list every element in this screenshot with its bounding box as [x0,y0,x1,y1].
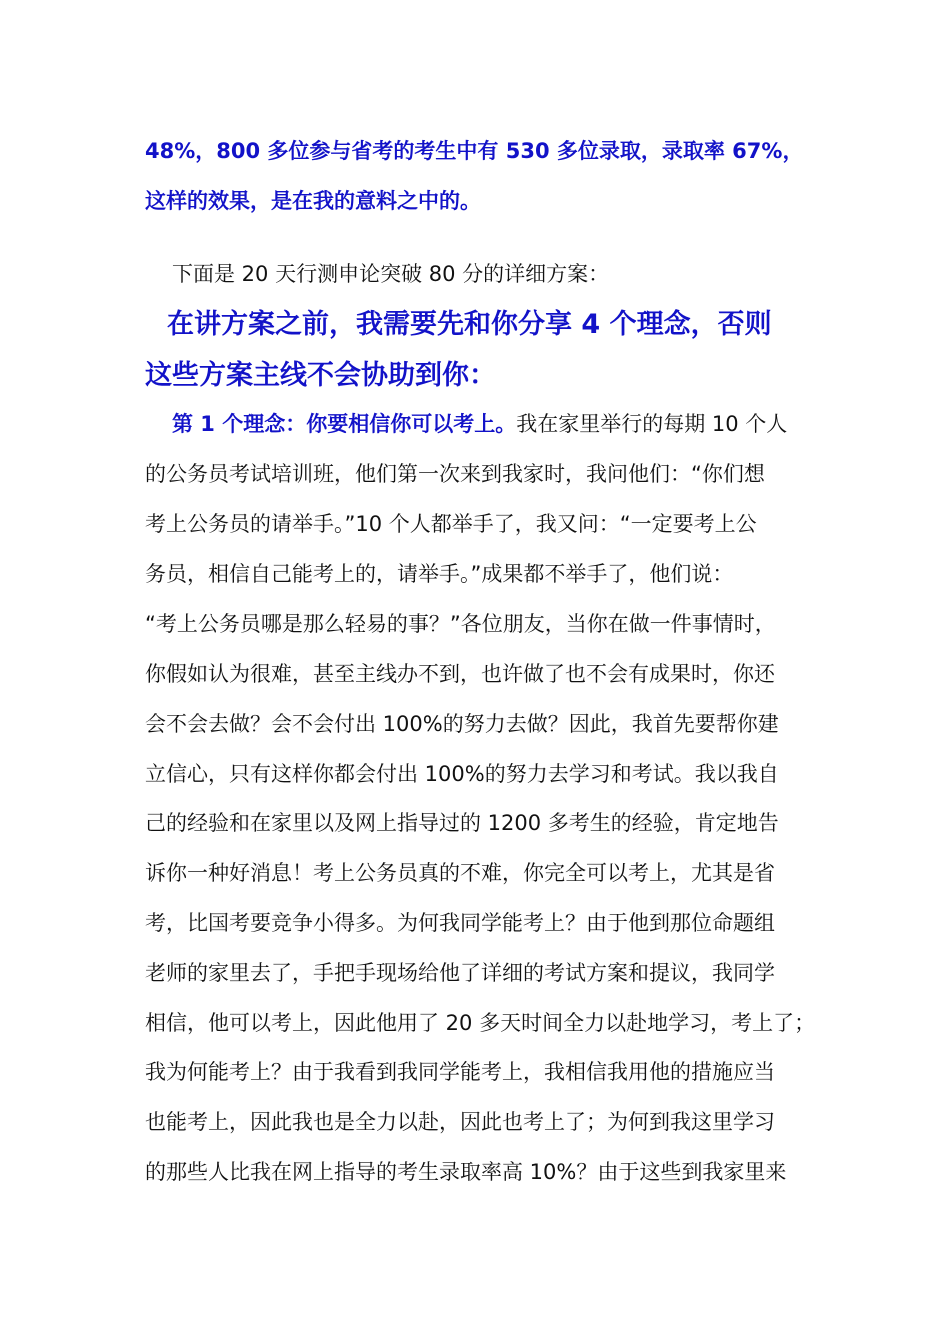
intro-line-1: 48%，800 多位参与省考的考生中有 530 多位录取，录取率 67%， [145,139,804,163]
intro-line-2: 这样的效果，是在我的意料之中的。 [145,189,481,213]
body-line: 我为何能考上？由于我看到我同学能考上，我相信我用他的措施应当 [145,1060,775,1084]
body-line: 的那些人比我在网上指导的考生录取率高 10%？由于这些到我家里来 [145,1160,787,1184]
body-line: 己的经验和在家里以及网上指导过的 1200 多考生的经验，肯定地告 [145,811,779,835]
concept-1-text: 我在家里举行的每期 10 个人 [516,412,788,436]
body-line: 会不会去做？会不会付出 100%的努力去做？因此，我首先要帮你建 [145,712,779,736]
body-line: “考上公务员哪是那么轻易的事？”各位朋友，当你在做一件事情时， [145,612,776,636]
body-line: 考，比国考要竞争小得多。为何我同学能考上？由于他到那位命题组 [145,911,775,935]
lead-paragraph: 下面是 20 天行测申论突破 80 分的详细方案： [172,262,610,286]
section-heading-line-2: 这些方案主线不会协助到你： [145,360,496,391]
body-line: 诉你一种好消息！考上公务员真的不难，你完全可以考上，尤其是省 [145,861,775,885]
body-line: 你假如认为很难，甚至主线办不到，也许做了也不会有成果时，你还 [145,662,775,686]
body-line: 立信心，只有这样你都会付出 100%的努力去学习和考试。我以我自 [145,762,779,786]
concept-1-first-line [172,409,787,439]
body-line: 老师的家里去了，手把手现场给他了详细的考试方案和提议，我同学 [145,961,775,985]
body-line: 相信，他可以考上，因此他用了 20 多天时间全力以赴地学习，考上了； [145,1011,816,1035]
body-line: 的公务员考试培训班，他们第一次来到我家时，我问他们：“你们想 [145,462,765,486]
body-line: 也能考上，因此我也是全力以赴，因此也考上了；为何到我这里学习 [145,1110,775,1134]
section-heading-line-1: 在讲方案之前，我需要先和你分享 4 个理念，否则 [167,309,772,340]
concept-1-title: 第 1 个理念：你要相信你可以考上。 [172,412,517,436]
body-line: 考上公务员的请举手。”10 个人都举手了，我又问：“一定要考上公 [145,512,757,536]
body-line: 务员，相信自己能考上的，请举手。”成果都不举手了，他们说： [145,562,734,586]
